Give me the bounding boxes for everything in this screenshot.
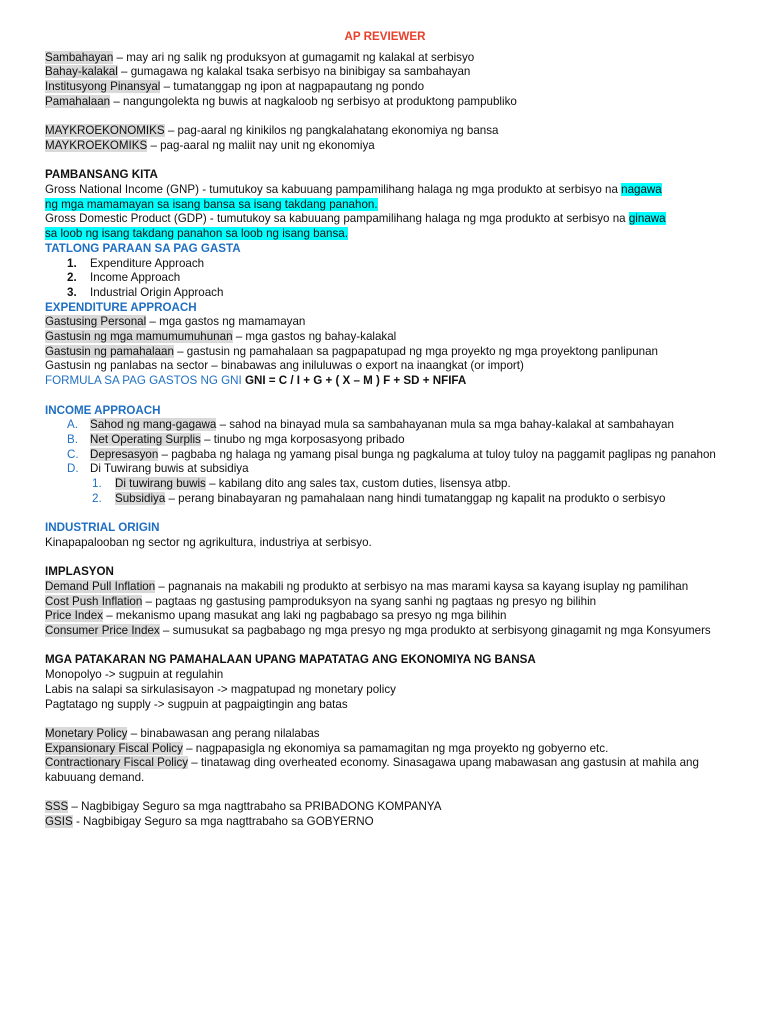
policy-section [45, 727, 725, 786]
pambansang-kita-section [45, 168, 725, 242]
def-line [45, 80, 725, 95]
page-title: AP REVIEWER [344, 30, 426, 43]
list-item [45, 257, 725, 272]
section-heading: INCOME APPROACH [45, 403, 161, 417]
def-line [45, 51, 725, 66]
expenditure-section [45, 301, 725, 389]
definition: – kabilang dito ang sales tax, custom duties, lisensya atbp. [205, 477, 511, 491]
list-number: 1. [67, 256, 77, 270]
list-text: Expenditure Approach [90, 256, 205, 270]
term: Monetary Policy [45, 726, 128, 740]
definition: – tumatanggap ng ipon at nagpapautang ng pondo [160, 80, 425, 94]
def-line [45, 330, 725, 345]
gnp-highlight-2: ng mga mamamayan sa isang bansa sa isang takdang panahon. [45, 197, 378, 211]
definition: – nagpapasigla ng ekonomiya sa pamamagitan ng mga proyekto ng gobyerno etc. [182, 741, 609, 755]
list-letter: B. [67, 432, 78, 446]
formula-label: FORMULA SA PAG GASTOS NG GNI [45, 374, 245, 388]
formula: GNI = C / I + G + ( X – M ) F + SD + NFIFA [244, 374, 467, 388]
term: Pamahalaan [45, 94, 111, 108]
def-line [45, 800, 725, 815]
gdp-highlight-2: sa loob ng isang takdang panahon sa loob ng isang bansa. [45, 227, 348, 241]
def-line [45, 580, 725, 595]
term: Expansionary Fiscal Policy [45, 741, 183, 755]
term: MAYKROEKOMIKS [45, 138, 148, 152]
def-line [45, 595, 725, 610]
list-letter: C. [67, 447, 79, 461]
list-letter: A. [67, 418, 78, 432]
definition: – sahod na binayad mula sa sambahayanan mula sa mga bahay-kalakal at sambahayan [216, 418, 674, 432]
section-text: Pagtatago ng supply -> sugpuin at pagpaigtingin ang batas [45, 697, 348, 711]
definition: – tinubo ng mga korposasyong pribado [200, 432, 405, 446]
list-item [45, 418, 725, 433]
list-item [45, 271, 725, 286]
reviewer-page [45, 30, 725, 830]
intro-section [45, 51, 725, 110]
def-line [45, 756, 725, 785]
list-item [45, 448, 725, 463]
definition: – mekanismo upang masukat ang laki ng pagbabago sa presyo ng mga bilihin [103, 609, 507, 623]
definition: Di Tuwirang buwis at subsidiya [90, 462, 249, 476]
section-heading: IMPLASYON [45, 565, 114, 579]
section-text: Kinapapalooban ng sector ng agrikultura, industriya at serbisyo. [45, 535, 372, 549]
econ-section [45, 124, 725, 153]
list-text: Industrial Origin Approach [90, 285, 224, 299]
term: Institusyong Pinansyal [45, 80, 161, 94]
term: Price Index [45, 609, 103, 623]
def-line [45, 65, 725, 80]
implasyon-section [45, 565, 725, 639]
definition: – gastusin ng pamahalaan sa pagpapatupad ng mga proyekto ng mga proyektong panlipunan [173, 344, 658, 358]
section-heading: PAMBANSANG KITA [45, 168, 158, 182]
definition: – pagnanais na makabili ng produkto at serbisyo na mas marami kaysa sa kayang isuplay ng pamilihan [155, 579, 689, 593]
term: Net Operating Surplis [90, 432, 201, 446]
sub-list-item [45, 477, 725, 492]
sub-list-item [45, 492, 725, 507]
term: Cost Push Inflation [45, 594, 143, 608]
definition: – binabawasan ang perang nilalabas [127, 726, 320, 740]
definition: – pagtaas ng gastusing pamproduksyon na syang sanhi ng pagtaas ng presyo ng bilihin [142, 594, 597, 608]
list-number: 1. [92, 477, 102, 491]
section-heading: INDUSTRIAL ORIGIN [45, 521, 160, 535]
term: Gastusin ng mga mamumumuhunan [45, 330, 233, 344]
list-item [45, 433, 725, 448]
list-text: Income Approach [90, 271, 181, 285]
def-line [45, 624, 725, 639]
income-section [45, 404, 725, 507]
list-item [45, 462, 725, 477]
definition: – perang binabayaran ng pamahalaan nang hindi tumatanggap ng kapalit na produkto o serbisyo [165, 491, 666, 505]
gdp-definition [45, 212, 725, 241]
def-line [45, 815, 725, 830]
gnp-text: Gross National Income (GNP) - tumutukoy sa kabuuang pampamilihang halaga ng mga produkto at serbisyo na [45, 183, 622, 196]
industrial-section [45, 521, 725, 550]
definition: – gumagawa ng kalakal tsaka serbisyo na binibigay sa sambahayan [117, 65, 471, 79]
term: Contractionary Fiscal Policy [45, 756, 189, 770]
patakaran-section [45, 653, 725, 712]
term: Di tuwirang buwis [115, 477, 206, 491]
def-line [45, 609, 725, 624]
term: Sahod ng mang-gagawa [90, 418, 217, 432]
def-line [45, 742, 725, 757]
definition: – may ari ng salik ng produksyon at gumagamit ng kalakal at serbisyo [113, 50, 475, 64]
definition: – Nagbibigay Seguro sa mga nagttrabaho sa PRIBADONG KOMPANYA [68, 800, 442, 814]
section-text: Labis na salapi sa sirkulasisayon -> magpatupad ng monetary policy [45, 682, 396, 696]
def-line: Gastusin ng panlabas na sector – binabawas ang iniluluwas o export na inaangkat (or import) [45, 359, 524, 373]
definition: – sumusukat sa pagbabago ng mga presyo ng mga produkto at serbisyong ginagamit ng mga Konsyumers [159, 624, 711, 638]
definition: – mga gastos ng bahay-kalakal [232, 330, 397, 344]
definition: – pagbaba ng halaga ng yamang pisal bunga ng pagkaluma at tuloy tuloy na paggamit paglipas ng panahon [158, 447, 716, 461]
def-line [45, 124, 725, 139]
gdp-text: Gross Domestic Product (GDP) - tumutukoy sa kabuuang pampamilihang halaga ng mga produkto at serbisyo na [45, 212, 629, 226]
gnp-highlight-1: nagawa [621, 183, 662, 196]
list-number: 2. [67, 271, 77, 285]
term: SSS [45, 800, 69, 814]
section-heading: MGA PATAKARAN NG PAMAHALAAN UPANG MAPATATAG ANG EKONOMIYA NG BANSA [45, 653, 536, 667]
definition: – tinatawag ding overheated economy. Sinasagawa upang mabawasan ang gastusin at mahila ang kabuuang demand. [45, 756, 699, 785]
def-line [45, 727, 725, 742]
term: Sambahayan [45, 50, 114, 64]
list-item [45, 286, 725, 301]
term: Consumer Price Index [45, 624, 160, 638]
definition: - Nagbibigay Seguro sa mga nagttrabaho sa GOBYERNO [72, 815, 374, 829]
term: MAYKROEKONOMIKS [45, 124, 165, 138]
list-letter: D. [67, 462, 79, 476]
definition: – nangungolekta ng buwis at nagkaloob ng serbisyo at produktong pampubliko [110, 94, 517, 108]
formula-line [45, 374, 725, 389]
section-heading: TATLONG PARAAN SA PAG GASTA [45, 241, 241, 255]
term: Gastusing Personal [45, 315, 147, 329]
definition: – mga gastos ng mamamayan [146, 315, 306, 329]
term: Bahay-kalakal [45, 65, 118, 79]
section-heading: EXPENDITURE APPROACH [45, 300, 197, 314]
term: Demand Pull Inflation [45, 579, 156, 593]
list-number: 2. [92, 491, 102, 505]
insurance-section [45, 800, 725, 829]
term: Subsidiya [115, 491, 166, 505]
definition: – pag-aaral ng kinikilos ng pangkalahatang ekonomiya ng bansa [164, 124, 499, 138]
def-line [45, 345, 725, 360]
def-line [45, 95, 725, 110]
def-line [45, 139, 725, 154]
term: Depresasyon [90, 447, 159, 461]
definition: – pag-aaral ng maliit nay unit ng ekonomiya [147, 138, 375, 152]
def-line [45, 315, 725, 330]
tatlong-paraan-section [45, 242, 725, 301]
gnp-definition [45, 183, 725, 212]
section-text: Monopolyo -> sugpuin at regulahin [45, 668, 224, 682]
gdp-highlight-1: ginawa [628, 212, 666, 226]
term: Gastusin ng pamahalaan [45, 344, 174, 358]
term: GSIS [45, 815, 73, 829]
list-number: 3. [67, 285, 77, 299]
